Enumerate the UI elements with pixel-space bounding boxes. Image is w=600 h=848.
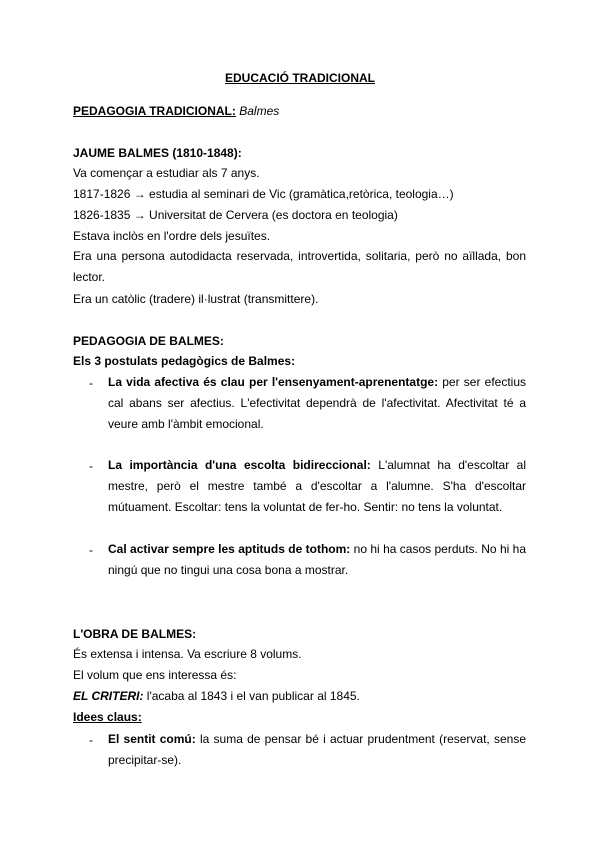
obra-line: És extensa i intensa. Va escriure 8 volums. <box>73 647 302 661</box>
bullet-dash: - <box>89 733 93 747</box>
pedagogia-subheading: Els 3 postulats pedagògics de Balmes: <box>73 354 296 368</box>
item-bold: La importància d'una escolta bidireccional: <box>108 458 371 472</box>
jaume-persona: Era una persona autodidacta reservada, introvertida, solitaria, però no aïllada, bon lector. <box>73 249 526 284</box>
item-text: L'alumnat ha d'escoltar al mestre, però el mestre també a d'escoltar a l'alumne. S'ha d'escoltar mútuament. Escoltar: tens la voluntat de fer-ho. Sentir: no tens la voluntat. <box>108 458 526 514</box>
jaume-line: 1817-1826 → estudia al seminari de Vic (gramàtica,retòrica, teologia…) <box>73 187 454 201</box>
list-item <box>108 455 526 518</box>
list-item <box>108 539 526 581</box>
obra-heading: L'OBRA DE BALMES: <box>73 627 197 641</box>
item-bold: El sentit comú: <box>108 732 196 746</box>
list-item <box>108 729 526 771</box>
item-bold: La vida afectiva és clau per l'ensenyament-aprenentatge: <box>108 375 439 389</box>
idees-heading: Idees claus: <box>73 710 142 724</box>
obra-line: El volum que ens interessa és: <box>73 668 237 682</box>
obra-criteri <box>73 689 360 703</box>
jaume-catolic: Era un catòlic (tradere) il·lustrat (transmittere). <box>73 292 319 306</box>
criteri-label: EL CRITERI: <box>73 689 144 703</box>
bullet-dash: - <box>89 543 93 557</box>
section-subtitle: Balmes <box>239 104 280 118</box>
criteri-text: l'acaba al 1843 i el van publicar al 1845. <box>143 689 360 703</box>
jaume-line: 1826-1835 → Universitat de Cervera (es doctora en teologia) <box>73 208 398 222</box>
item-bold: Cal activar sempre les aptituds de tothom: <box>108 542 351 556</box>
jaume-line: Va començar a estudiar als 7 anys. <box>73 166 260 180</box>
item-text: per ser efectius cal abans ser afectius. L'efectivitat dependrà de l'afectivitat. Afectivitat té a veure amb l'àmbit emocional. <box>108 375 526 431</box>
document-title: EDUCACIÓ TRADICIONAL <box>225 71 375 85</box>
jaume-line: Estava inclòs en l'ordre dels jesuïtes. <box>73 229 271 243</box>
jaume-heading: JAUME BALMES (1810-1848): <box>73 146 242 160</box>
section-pedagogia-tradicional <box>73 104 279 118</box>
section-heading: PEDAGOGIA TRADICIONAL: <box>73 104 236 118</box>
item-text: no hi ha casos perduts. No hi ha ningú que no tingui una cosa bona a mostrar. <box>108 542 526 577</box>
pedagogia-heading: PEDAGOGIA DE BALMES: <box>73 334 224 348</box>
bullet-dash: - <box>89 376 93 390</box>
bullet-dash: - <box>89 459 93 473</box>
list-item <box>108 372 526 435</box>
item-text: la suma de pensar bé i actuar prudentment (reservat, sense precipitar-se). <box>108 732 526 767</box>
